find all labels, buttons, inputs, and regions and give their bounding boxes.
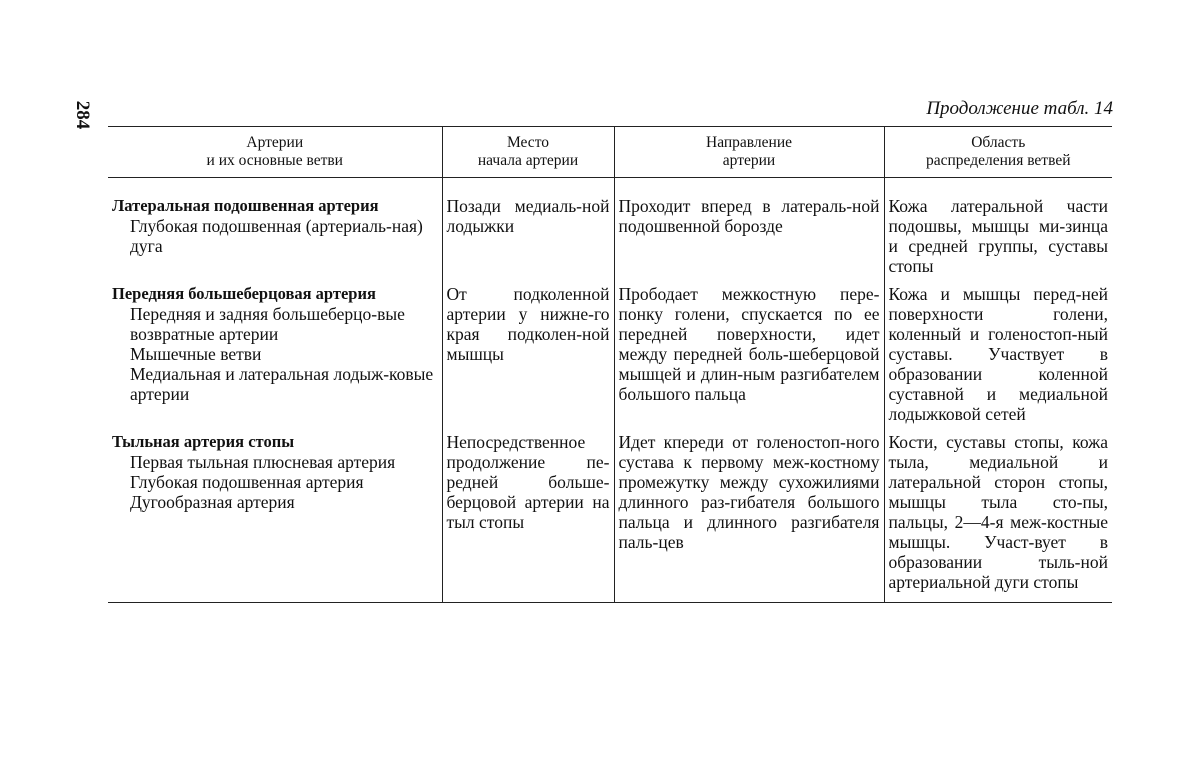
distribution-cell: Кожа латеральной части подошвы, мышцы ми-зинца и средней группы, суставы стопы [884,178,1112,285]
artery-branch: Дугообразная артерия [130,492,295,512]
direction-cell: Проходит вперед в латераль-ной подошвенной борозде [614,178,884,285]
origin-cell: От подколенной артерии у нижне-го края подколен-ной мышцы [442,284,614,432]
origin-cell: Позади медиаль-ной лодыжки [442,178,614,285]
artery-cell [108,432,442,603]
table-row [108,432,1112,603]
artery-cell [108,178,442,285]
artery-cell [108,284,442,432]
artery-name: Латеральная подошвенная артерия [112,196,379,215]
direction-cell: Прободает межкостную пере-понку голени, спускается по ее передней поверхности, идет между передней боль-шеберцовой мышцей и длин-ным разгибателем большого пальца [614,284,884,432]
header-arteries: Артерии и их основные ветви [108,127,442,178]
origin-cell: Непосредственное продолжение пе-редней больше-берцовой артерии на тыл стопы [442,432,614,603]
artery-name: Передняя большеберцовая артерия [112,284,376,303]
page-number: 284 [72,100,93,130]
artery-branch: Мышечные ветви [130,344,262,364]
arteries-table [108,126,1112,603]
artery-branch: Передняя и задняя большеберцо-вые возвратные артерии [130,304,405,344]
artery-name: Тыльная артерия стопы [112,432,295,451]
header-distribution: Область распределения ветвей [884,127,1112,178]
table-header-row [108,127,1112,178]
table-row [108,178,1112,285]
artery-branch: Первая тыльная плюсневая артерия [130,452,396,472]
arteries-table-container [108,126,1112,603]
artery-branch: Медиальная и латеральная лодыж-ковые артерии [130,364,434,404]
table-continuation-caption: Продолжение табл. 14 [926,98,1113,119]
table-row [108,284,1112,432]
distribution-cell: Кожа и мышцы перед-ней поверхности голени, коленный и голеностоп-ный суставы. Участвует в образовании коленной суставной и медиальной лодыжковой сетей [884,284,1112,432]
artery-branch: Глубокая подошвенная артерия [130,472,364,492]
header-direction: Направление артерии [614,127,884,178]
header-origin: Место начала артерии [442,127,614,178]
artery-branch: Глубокая подошвенная (артериаль-ная) дуга [130,216,423,256]
distribution-cell: Кости, суставы стопы, кожа тыла, медиальной и латеральной сторон стопы, мышцы тыла сто-пы, пальцы, 2—4-я меж-костные мышцы. Участ-вует в образовании тыль-ной артериальной дуги стопы [884,432,1112,603]
direction-cell: Идет кпереди от голеностоп-ного сустава к первому меж-костному промежутку между сухожилиями длинного раз-гибателя большого пальца и длинного разгибателя паль-цев [614,432,884,603]
